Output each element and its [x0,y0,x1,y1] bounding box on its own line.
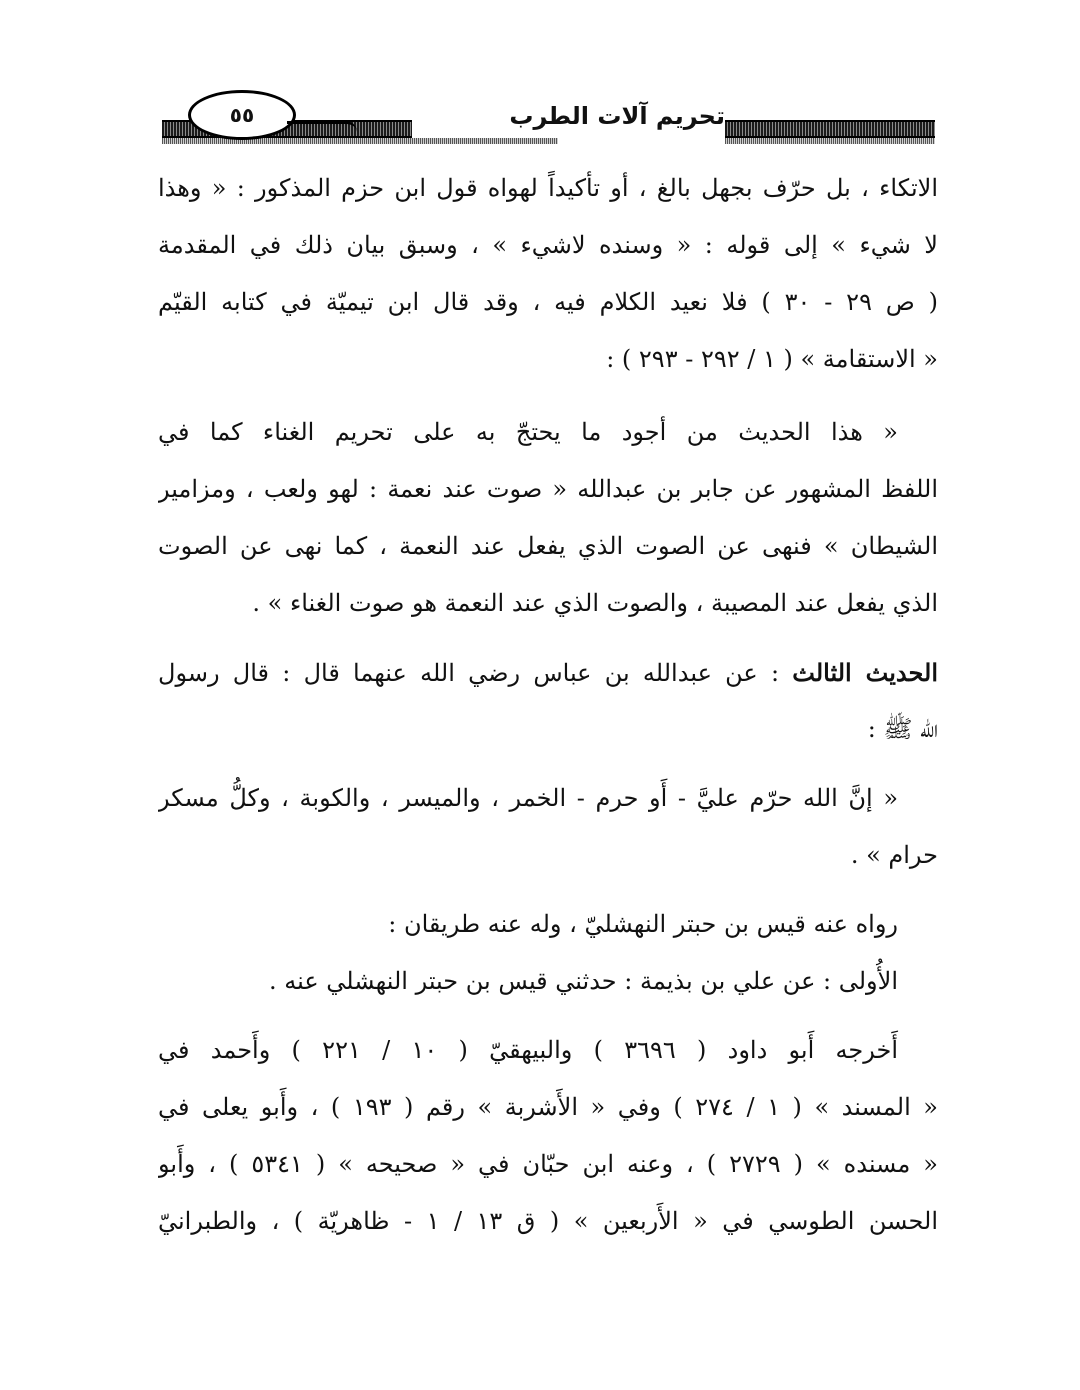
text-line: رواه عنه قيس بن حبتر النهشليّ ، وله عنه طريقان : [388,910,898,938]
text-line: أَخرجه أَبو داود ( ٣٦٩٦ ) والبيهقيّ ( ١٠ / ٢٢١ ) وأَحمد في [158,1036,898,1064]
text-line: الله ﷺ : [867,715,938,743]
paragraph-hadith-heading [158,644,938,758]
header-shade-left [162,138,558,144]
text-line: « الاستقامة » ( ١ / ٢٩٢ - ٢٩٣ ) : [606,345,938,373]
page-header [150,88,940,148]
paragraph-citations [158,1022,938,1250]
text-line: ( ص ٢٩ - ٣٠ ) فلا نعيد الكلام فيه ، وقد قال ابن تيميّة في كتابه القيّم [158,288,938,316]
page-body [158,160,938,1250]
paragraph [158,896,938,953]
paragraph-quote [158,404,938,632]
text-line: الذي يفعل عند المصيبة ، والصوت الذي عند النعمة هو صوت الغناء » . [252,589,938,617]
text-line: « مسنده » ( ٢٧٢٩ ) ، وعنه ابن حبّان في « صحيحه » ( ٥٣٤١ ) ، وأَبو [158,1150,938,1178]
text-line: الحسن الطوسي في « الأَربعين » ( ق ١٣ / ١ - ظاهريّة ) ، والطبرانيّ [158,1207,938,1235]
section-heading: الحديث الثالث [792,658,938,687]
text-line: « هذا الحديث من أجود ما يحتجّ به على تحريم الغناء كما في [158,418,898,446]
running-title: تحريم آلات الطرب [509,102,725,130]
header-shade-right [725,138,935,144]
text-line: الأُولى : عن علي بن بذيمة : حدثني قيس بن حبتر النهشلي عنه . [268,967,898,995]
text-line: حرام » . [850,841,938,869]
text-span: : عن عبدالله بن عباس رضي الله عنهما قال : قال رسول [158,659,780,687]
text-line: الشيطان » فنهى عن الصوت الذي يفعل عند النعمة ، كما نهى عن الصوت [158,532,938,560]
text-line: لا شيء » إلى قوله : « وسنده لاشيء » ، وسبق بيان ذلك في المقدمة [158,231,938,259]
text-line: اللفظ المشهور عن جابر بن عبدالله « صوت عند نعمة : لهو ولعب ، ومزامير [158,475,938,503]
paragraph [158,160,938,388]
paragraph [158,953,938,1010]
text-line: « إنَّ الله حرّم عليَّ - أَو حرم - الخمر ، والميسر ، والكوبة ، وكلُّ مسكر [158,784,898,812]
text-line: الاتكاء ، بل حرّف بجهل بالغ ، أو تأكيداً لهواه قول ابن حزم المذكور : « وهذا [158,174,938,202]
text-line [158,644,938,701]
text-line: « المسند » ( ١ / ٢٧٤ ) وفي « الأَشربة » رقم ( ١٩٣ ) ، وأَبو يعلى في [158,1093,938,1121]
header-rule-right [725,120,935,138]
paragraph-hadith-text [158,770,938,884]
page-number: ٥٥ [188,90,296,140]
